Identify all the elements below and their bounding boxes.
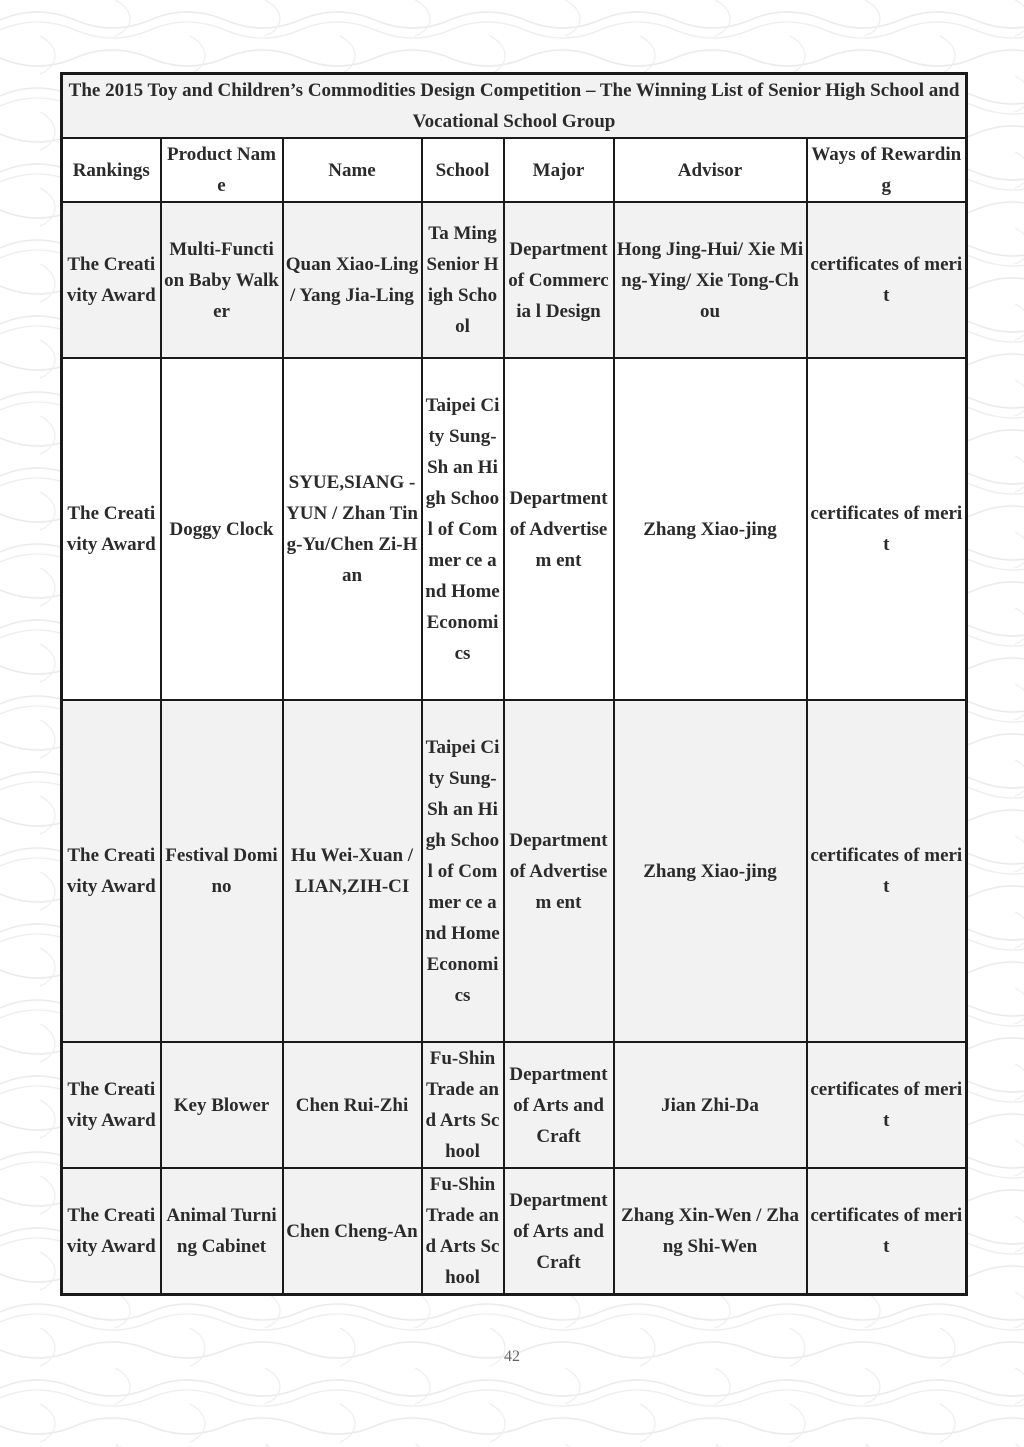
page-number: 42 <box>504 1348 520 1365</box>
cell-reward: certificates of merit <box>807 1042 967 1168</box>
cell-major: Department of Commercia l Design <box>504 202 614 358</box>
header-product-name: Product Name <box>161 138 283 202</box>
table-title: The 2015 Toy and Children’s Commodities Design Competition – The Winning List of Senior High School and Vocational School Group <box>62 74 967 139</box>
table-row <box>62 202 967 358</box>
cell-major: Department of Advertisem ent <box>504 358 614 700</box>
cell-product-name: Festival Domino <box>161 700 283 1042</box>
cell-ranking: The Creativity Award <box>62 358 161 700</box>
cell-name: Chen Rui-Zhi <box>283 1042 422 1168</box>
cell-advisor: Zhang Xin-Wen / Zhang Shi-Wen <box>614 1168 807 1295</box>
cell-name: SYUE,SIANG -YUN / Zhan Ting-Yu/Chen Zi-Han <box>283 358 422 700</box>
cell-ranking: The Creativity Award <box>62 202 161 358</box>
table-header-row <box>62 138 967 202</box>
table-title-row <box>62 74 967 139</box>
header-school: School <box>422 138 504 202</box>
table-row <box>62 1168 967 1295</box>
cell-ranking: The Creativity Award <box>62 1042 161 1168</box>
cell-product-name: Doggy Clock <box>161 358 283 700</box>
cell-reward: certificates of merit <box>807 202 967 358</box>
cell-product-name: Animal Turning Cabinet <box>161 1168 283 1295</box>
winning-list-table <box>60 72 968 1296</box>
cell-name: Quan Xiao-Ling / Yang Jia-Ling <box>283 202 422 358</box>
cell-reward: certificates of merit <box>807 1168 967 1295</box>
cell-major: Department of Arts and Craft <box>504 1042 614 1168</box>
cell-advisor: Jian Zhi-Da <box>614 1042 807 1168</box>
cell-product-name: Key Blower <box>161 1042 283 1168</box>
winning-list-sheet <box>60 72 965 1296</box>
cell-school: Taipei City Sung-Sh an High School of Commer ce and Home Economi cs <box>422 700 504 1042</box>
cell-school: Ta Ming Senior High School <box>422 202 504 358</box>
header-major: Major <box>504 138 614 202</box>
cell-school: Taipei City Sung-Sh an High School of Commer ce and Home Economi cs <box>422 358 504 700</box>
cell-product-name: Multi-Functi on Baby Walker <box>161 202 283 358</box>
cell-ranking: The Creativity Award <box>62 700 161 1042</box>
cell-ranking: The Creativity Award <box>62 1168 161 1295</box>
cell-advisor: Zhang Xiao-jing <box>614 700 807 1042</box>
header-ways-of-rewarding: Ways of Rewarding <box>807 138 967 202</box>
table-row <box>62 700 967 1042</box>
table-row <box>62 1042 967 1168</box>
cell-advisor: Hong Jing-Hui/ Xie Ming-Ying/ Xie Tong-Chou <box>614 202 807 358</box>
cell-name: Hu Wei-Xuan / LIAN,ZIH-CI <box>283 700 422 1042</box>
cell-school: Fu-Shin Trade and Arts School <box>422 1042 504 1168</box>
cell-reward: certificates of merit <box>807 700 967 1042</box>
cell-major: Department of Advertisem ent <box>504 700 614 1042</box>
cell-reward: certificates of merit <box>807 358 967 700</box>
cell-school: Fu-Shin Trade and Arts School <box>422 1168 504 1295</box>
cell-name: Chen Cheng-An <box>283 1168 422 1295</box>
header-name: Name <box>283 138 422 202</box>
cell-major: Department of Arts and Craft <box>504 1168 614 1295</box>
table-row <box>62 358 967 700</box>
header-rankings: Rankings <box>62 138 161 202</box>
header-advisor: Advisor <box>614 138 807 202</box>
cell-advisor: Zhang Xiao-jing <box>614 358 807 700</box>
